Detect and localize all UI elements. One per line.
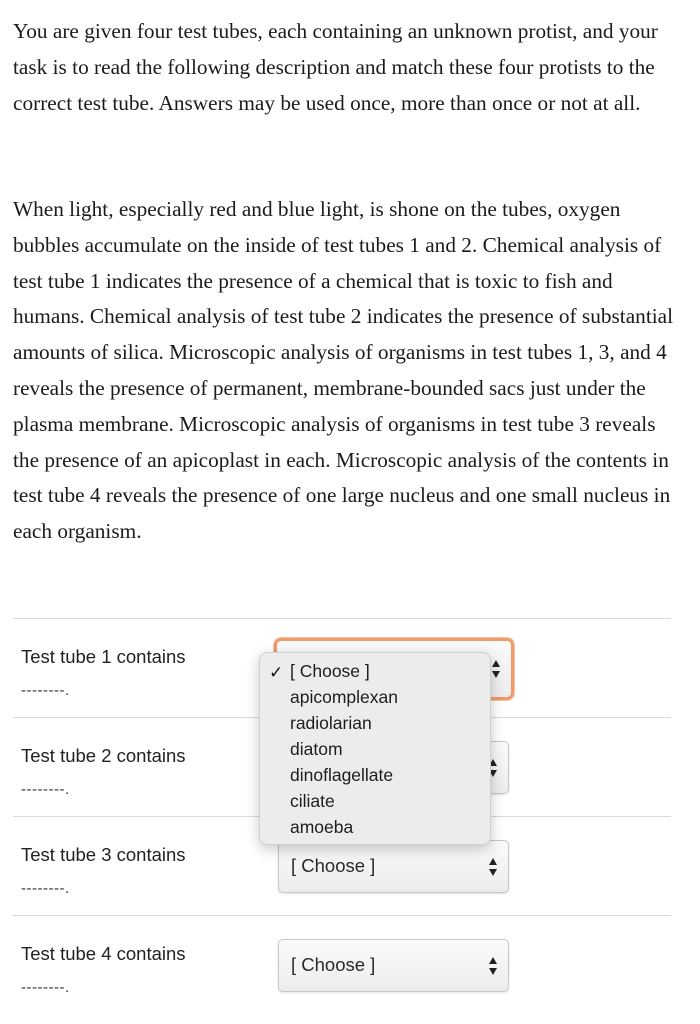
select-arrows-icon — [491, 659, 501, 679]
dropdown-option-diatom[interactable]: diatom — [290, 739, 343, 759]
question-4-blank: --------. — [21, 979, 70, 996]
question-3-select[interactable] — [278, 840, 509, 893]
dropdown-option-ciliate[interactable]: ciliate — [290, 791, 335, 811]
question-4-select-value: [ Choose ] — [291, 954, 376, 975]
dropdown-option-amoeba[interactable]: amoeba — [290, 817, 354, 837]
question-3-label: Test tube 3 contains — [21, 844, 186, 865]
dropdown-option-apicomplexan[interactable]: apicomplexan — [290, 687, 398, 707]
dropdown-option-dinoflagellate[interactable]: dinoflagellate — [290, 765, 394, 785]
question-3-select-value: [ Choose ] — [291, 855, 376, 876]
divider — [13, 915, 671, 916]
select-arrows-icon — [488, 857, 498, 877]
dropdown-option-radiolarian[interactable]: radiolarian — [290, 713, 372, 733]
description-text: When light, especially red and blue light, is shone on the tubes, oxygen bubbles accumulate on the inside of test tubes 1 and 2. Chemical analysis of test tube 1 indicates the presence of a chemical that is toxic to fish and humans. Chemical analysis of test tube 2 indicates the presence of substantial amounts of silica. Microscopic analysis of organisms in test tubes 1, 3, and 4 reveals the presence of permanent, membrane-bounded sacs just under the plasma membrane. Microscopic analysis of organisms in test tube 3 reveals the presence of an apicoplast in each. Microscopic analysis of the contents in test tube 4 reveals the presence of one large nucleus and one small nucleus in each organism. — [13, 197, 674, 544]
divider — [13, 618, 671, 619]
question-2-blank: --------. — [21, 781, 70, 798]
question-1-blank: --------. — [21, 682, 70, 699]
select-arrows-icon — [488, 956, 498, 976]
question-4-select[interactable] — [278, 939, 509, 992]
question-1-dropdown-menu — [259, 652, 491, 845]
checkmark-icon: ✓ — [269, 663, 284, 683]
dropdown-option-choose[interactable]: [ Choose ] — [290, 661, 370, 681]
question-1-label: Test tube 1 contains — [21, 646, 186, 667]
question-4-label: Test tube 4 contains — [21, 943, 186, 964]
question-3-blank: --------. — [21, 880, 70, 897]
question-2-label: Test tube 2 contains — [21, 745, 186, 766]
instructions-text: You are given four test tubes, each containing an unknown protist, and your task is to read the following description and match these four protists to the correct test tube. Answers may be used once, more than once or not at all. — [13, 19, 658, 115]
